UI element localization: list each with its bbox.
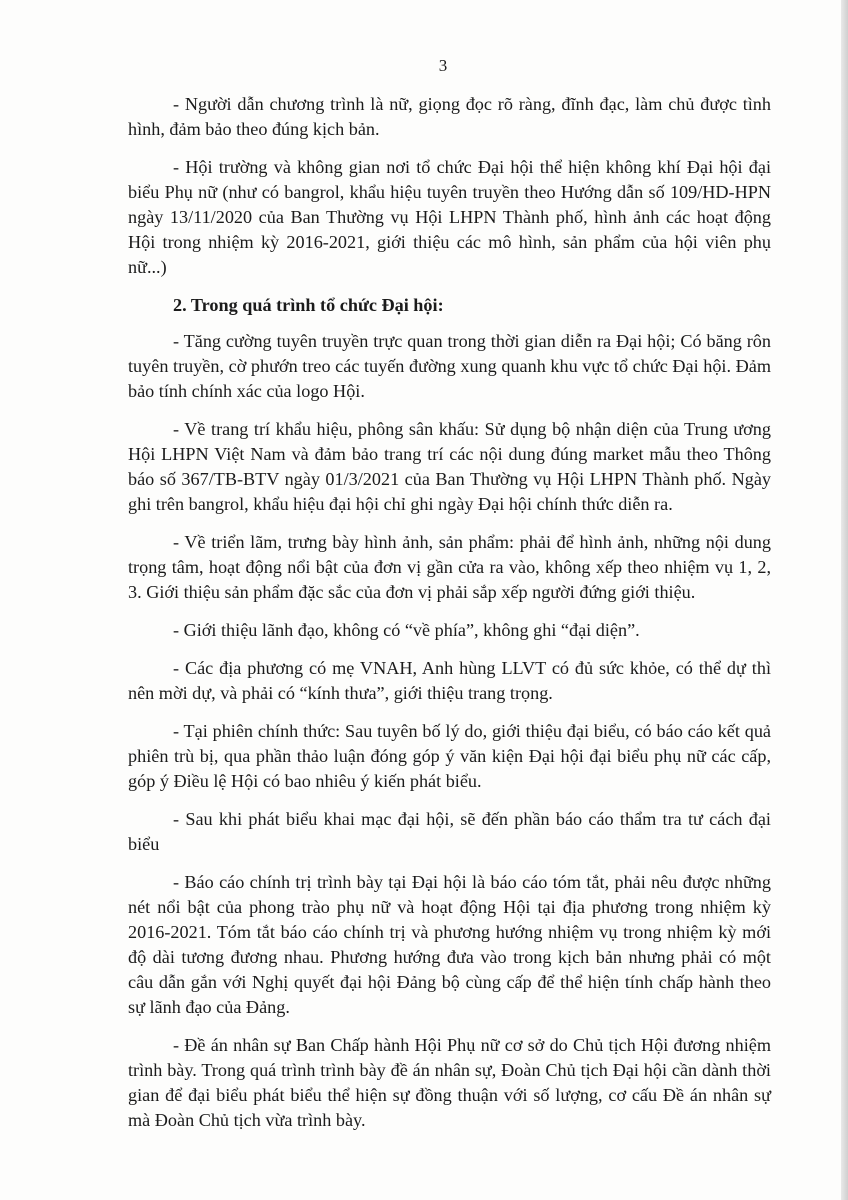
paragraph-propaganda: - Tăng cường tuyên truyền trực quan trong thời gian diễn ra Đại hội; Có băng rôn tuyên truyền, cờ phướn treo các tuyến đường xung quanh khu vực tổ chức Đại hội. Đảm bảo tính chính xác của logo Hội. [128,331,771,401]
page-edge-shadow [841,0,848,1200]
paragraph-invited-guests: - Các địa phương có mẹ VNAH, Anh hùng LLVT có đủ sức khỏe, có thể dự thì nên mời dự, và phải có “kính thưa”, giới thiệu trang trọng. [128,658,771,703]
paragraph-personnel-plan: - Đề án nhân sự Ban Chấp hành Hội Phụ nữ cơ sở do Chủ tịch Hội đương nhiệm trình bày. Trong quá trình trình bày đề án nhân sự, Đoàn Chủ tịch Đại hội cần dành thời gian để đại biểu phát biểu thể hiện sự đồng thuận với số lượng, cơ cấu Đề án nhân sự mà Đoàn Chủ tịch vừa trình bày. [128,1035,771,1130]
paragraph-credential-report: - Sau khi phát biểu khai mạc đại hội, sẽ đến phần báo cáo thẩm tra tư cách đại biểu [128,809,771,854]
paragraph-host-requirements: - Người dẫn chương trình là nữ, giọng đọc rõ ràng, đĩnh đạc, làm chủ được tình hình, đảm bảo theo đúng kịch bản. [128,94,771,139]
document-body [128,92,771,1146]
paragraph-political-report: - Báo cáo chính trị trình bày tại Đại hội là báo cáo tóm tắt, phải nêu được những nét nổi bật của phong trào phụ nữ và hoạt động Hội tại địa phương trong nhiệm kỳ 2016-2021. Tóm tắt báo cáo chính trị và phương hướng nhiệm vụ trong nhiệm kỳ mới độ dài tương đương nhau. Phương hướng đưa vào trong kịch bản nhưng phải có một câu dẫn gắn với Nghị quyết đại hội Đảng bộ cùng cấp để thể hiện tính chấp hành theo sự lãnh đạo của Đảng. [128,872,771,1017]
section-heading: 2. Trong quá trình tổ chức Đại hội: [173,295,444,315]
paragraph-stage-decoration: - Về trang trí khẩu hiệu, phông sân khấu: Sử dụng bộ nhận diện của Trung ương Hội LHPN Việt Nam và đảm bảo trang trí các nội dung đúng market mẫu theo Thông báo số 367/TB-BTV ngày 01/3/2021 của Ban Thường vụ Hội LHPN Thành phố. Ngày ghi trên bangrol, khẩu hiệu đại hội chỉ ghi ngày Đại hội chính thức diễn ra. [128,419,771,514]
paragraph-leader-introduction: - Giới thiệu lãnh đạo, không có “về phía”, không ghi “đại diện”. [173,620,640,640]
page-number: 3 [438,56,448,75]
paragraph-exhibition: - Về triển lãm, trưng bày hình ảnh, sản phẩm: phải để hình ảnh, những nội dung trọng tâm, hoạt động nổi bật của đơn vị gần cửa ra vào, không xếp theo nhiệm vụ 1, 2, 3. Giới thiệu sản phẩm đặc sắc của đơn vị phải sắp xếp người đứng giới thiệu. [128,532,771,602]
paragraph-hall-space: - Hội trường và không gian nơi tổ chức Đại hội thể hiện không khí Đại hội đại biểu Phụ nữ (như có bangrol, khẩu hiệu tuyên truyền theo Hướng dẫn số 109/HD-HPN ngày 13/11/2020 của Ban Thường vụ Hội LHPN Thành phố, hình ảnh các hoạt động Hội trong nhiệm kỳ 2016-2021, giới thiệu các mô hình, sản phẩm của hội viên phụ nữ...) [128,157,771,277]
paragraph-official-session: - Tại phiên chính thức: Sau tuyên bố lý do, giới thiệu đại biểu, có báo cáo kết quả phiên trù bị, qua phần thảo luận đóng góp ý văn kiện Đại hội đại biểu phụ nữ các cấp, góp ý Điều lệ Hội có bao nhiêu ý kiến phát biểu. [128,721,771,791]
